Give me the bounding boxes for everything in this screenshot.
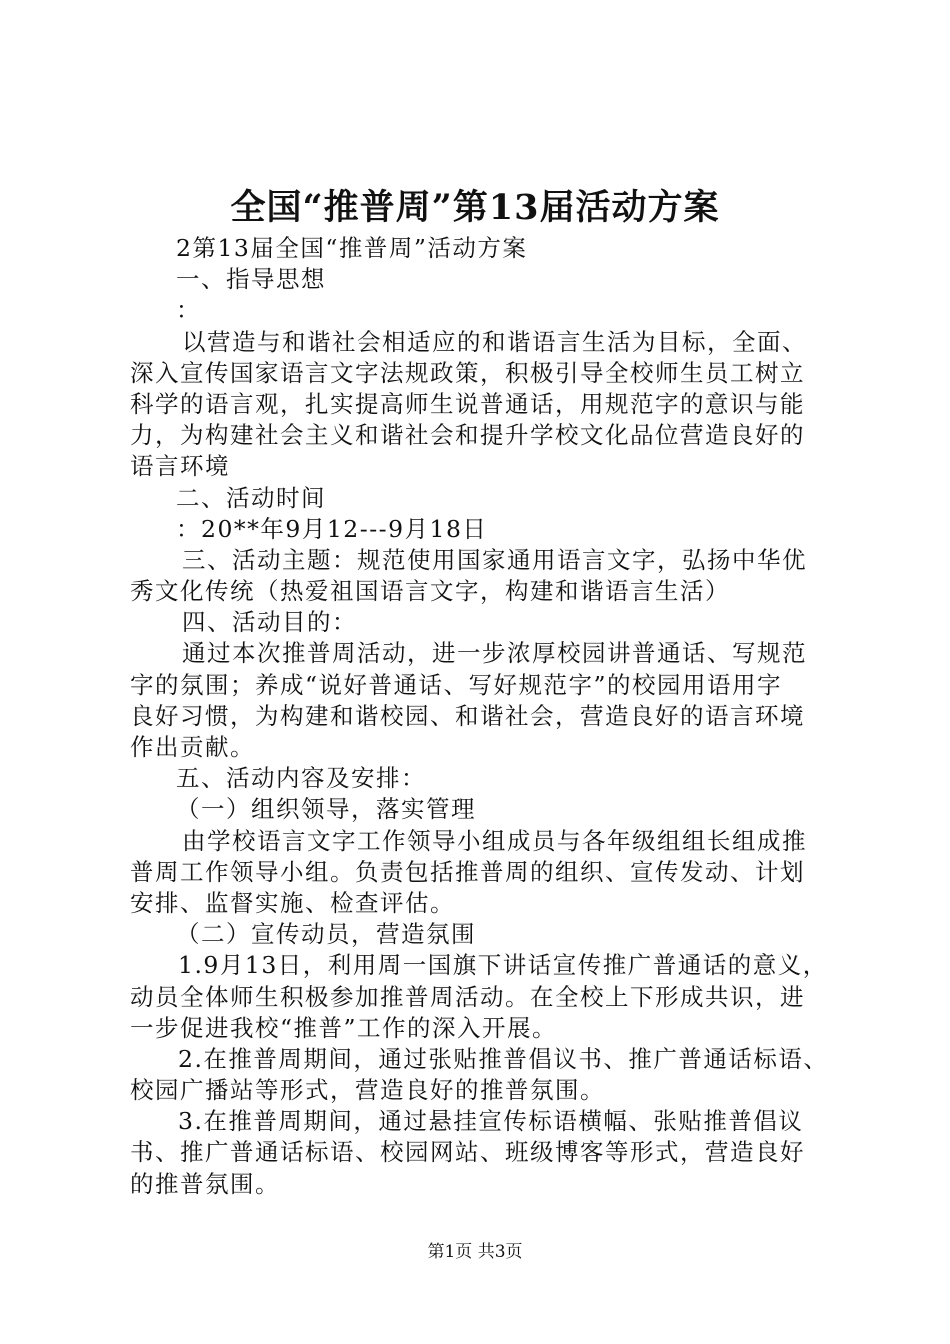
- paragraph-line: 良好习惯，为构建和谐校园、和谐社会，营造良好的语言环境: [130, 701, 805, 730]
- paragraph-line: 科学的语言观，扎实提高师生说普通话，用规范字的意识与能: [130, 389, 805, 418]
- paragraph-line: 秀文化传统（热爱祖国语言文字，构建和谐语言生活）: [130, 577, 730, 606]
- paragraph-line: 3.在推普周期间，通过悬挂宣传标语横幅、张贴推普倡议: [178, 1107, 804, 1136]
- paragraph-line: 语言环境: [130, 452, 230, 481]
- paragraph-line: 以营造与和谐社会相适应的和谐语言生活为目标，全面、: [182, 327, 807, 356]
- paragraph-line: 动员全体师生积极参加推普周活动。在全校上下形成共识，进: [130, 982, 805, 1011]
- section-heading: 三、活动主题：规范使用国家通用语言文字，弘扬中华优: [182, 545, 807, 574]
- paragraph-line: 1.9月13日，利用周一国旗下讲话宣传推广普通话的意义，: [178, 951, 828, 980]
- paragraph-line: 力，为构建社会主义和谐社会和提升学校文化品位营造良好的: [130, 421, 805, 450]
- section-heading: 二、活动时间: [176, 483, 326, 512]
- text-line: ：20**年9月12---9月18日: [176, 514, 488, 543]
- paragraph-line: 校园广播站等形式，营造良好的推普氛围。: [130, 1076, 605, 1105]
- paragraph-line: 的推普氛围。: [130, 1169, 280, 1198]
- paragraph-line: 一步促进我校“推普”工作的深入开展。: [130, 1013, 558, 1042]
- text-line: ：: [176, 296, 201, 325]
- subsection-heading: （二）宣传动员，营造氛围: [176, 920, 476, 949]
- subtitle-line: 2第13届全国“推普周”活动方案: [176, 234, 528, 262]
- paragraph-line: 书、推广普通话标语、校园网站、班级博客等形式，营造良好: [130, 1138, 805, 1167]
- subsection-heading: （一）组织领导，落实管理: [176, 795, 476, 824]
- section-heading: 一、指导思想: [176, 265, 326, 294]
- section-heading: 五、活动内容及安排：: [176, 764, 426, 793]
- paragraph-line: 作出贡献。: [130, 733, 255, 761]
- paragraph-line: 深入宣传国家语言文字法规政策，积极引导全校师生员工树立: [130, 358, 805, 387]
- paragraph-line: 安排、监督实施、检查评估。: [130, 888, 455, 917]
- section-heading: 四、活动目的：: [182, 608, 357, 637]
- paragraph-line: 字的氛围；养成“说好普通话、写好规范字”的校园用语用字: [130, 670, 783, 699]
- paragraph-line: 由学校语言文字工作领导小组成员与各年级组组长组成推: [182, 826, 807, 855]
- document-body: [130, 233, 830, 1200]
- paragraph-line: 2.在推普周期间，通过张贴推普倡议书、推广普通话标语、: [178, 1044, 829, 1073]
- page-footer: 第1页 共3页: [427, 1242, 523, 1262]
- document-title: 全国“推普周”第13届活动方案: [230, 187, 720, 228]
- paragraph-line: 普周工作领导小组。负责包括推普周的组织、宣传发动、计划: [130, 857, 805, 886]
- paragraph-line: 通过本次推普周活动，进一步浓厚校园讲普通话、写规范: [182, 639, 807, 668]
